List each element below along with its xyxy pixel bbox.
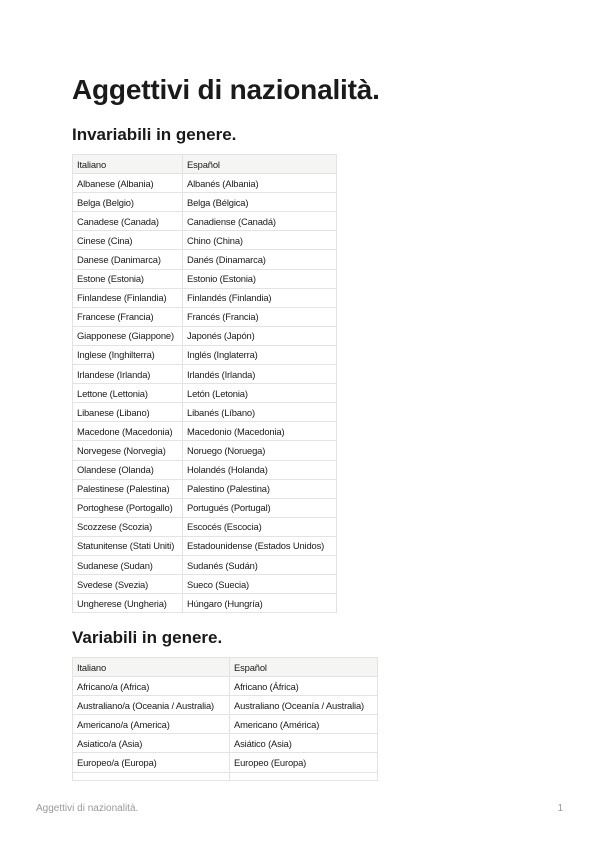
cell-italiano: Asiatico/a (Asia): [73, 734, 230, 753]
cell-espanol: Húngaro (Hungría): [183, 594, 337, 613]
table-row: [73, 193, 337, 212]
table-header-row: [73, 658, 378, 677]
cell-italiano: Macedone (Macedonia): [73, 422, 183, 441]
table-row: [73, 384, 337, 403]
table-row: [73, 269, 337, 288]
invariable-adjectives-table: [72, 154, 337, 613]
cell-espanol: Canadiense (Canadá): [183, 212, 337, 231]
cell-espanol: Noruego (Noruega): [183, 441, 337, 460]
table-row: [73, 174, 337, 193]
cell-italiano: Canadese (Canada): [73, 212, 183, 231]
cell-italiano: Europeo/a (Europa): [73, 753, 230, 772]
table-row: [73, 326, 337, 345]
cell-espanol: Danés (Dinamarca): [183, 250, 337, 269]
table-row: [73, 403, 337, 422]
column-header-italiano: Italiano: [73, 155, 183, 174]
cell-italiano: Irlandese (Irlanda): [73, 365, 183, 384]
table-row: [73, 536, 337, 555]
cell-espanol: Finlandés (Finlandia): [183, 288, 337, 307]
section-heading-variable: Variabili in genere.: [72, 628, 223, 647]
footer-title: Aggettivi di nazionalità.: [36, 803, 139, 814]
cell-espanol: Japonés (Japón): [183, 326, 337, 345]
table-row: [73, 212, 337, 231]
table-row: [73, 441, 337, 460]
table-row: [73, 677, 378, 696]
cell-espanol: Americano (América): [230, 715, 378, 734]
cell-espanol: Letón (Letonia): [183, 384, 337, 403]
cell-espanol: Sudanés (Sudán): [183, 555, 337, 574]
page-number: 1: [557, 803, 563, 814]
cell-espanol: Francés (Francia): [183, 307, 337, 326]
table-row: [73, 307, 337, 326]
cell-espanol: Inglés (Inglaterra): [183, 345, 337, 364]
cell-italiano: Francese (Francia): [73, 307, 183, 326]
table-row: [73, 555, 337, 574]
cell-italiano: Finlandese (Finlandia): [73, 288, 183, 307]
table-row: [73, 365, 337, 384]
table-row: [73, 345, 337, 364]
cell-italiano: Africano/a (Africa): [73, 677, 230, 696]
cell-espanol: Irlandés (Irlanda): [183, 365, 337, 384]
cell-espanol: Asiático (Asia): [230, 734, 378, 753]
table-row: [73, 288, 337, 307]
cell-espanol: Holandés (Holanda): [183, 460, 337, 479]
cell-italiano: Estone (Estonia): [73, 269, 183, 288]
cell-espanol: Estonio (Estonia): [183, 269, 337, 288]
cell-italiano: Portoghese (Portogallo): [73, 498, 183, 517]
cell-italiano: Norvegese (Norvegia): [73, 441, 183, 460]
column-header-espanol: Español: [183, 155, 337, 174]
cell-italiano: Inglese (Inghilterra): [73, 345, 183, 364]
table-row: [73, 575, 337, 594]
cell-italiano: Libanese (Libano): [73, 403, 183, 422]
table-row: [73, 498, 337, 517]
table-row: [73, 517, 337, 536]
column-header-italiano: Italiano: [73, 658, 230, 677]
table-row: [73, 250, 337, 269]
cell-italiano: Palestinese (Palestina): [73, 479, 183, 498]
cell-italiano: Ungherese (Ungheria): [73, 594, 183, 613]
table-row: [73, 696, 378, 715]
table-row: [73, 715, 378, 734]
cell-espanol: Belga (Bélgica): [183, 193, 337, 212]
cell-espanol: Europeo (Europa): [230, 753, 378, 772]
cell-italiano: Americano/a (America): [73, 715, 230, 734]
cell-italiano: Lettone (Lettonia): [73, 384, 183, 403]
cell-italiano: Belga (Belgio): [73, 193, 183, 212]
empty-cell: [73, 772, 230, 780]
cell-italiano: Statunitense (Stati Uniti): [73, 536, 183, 555]
table-row: [73, 479, 337, 498]
cell-espanol: Albanés (Albania): [183, 174, 337, 193]
cell-espanol: Portugués (Portugal): [183, 498, 337, 517]
empty-table-row: [73, 772, 378, 780]
cell-italiano: Albanese (Albania): [73, 174, 183, 193]
cell-espanol: Escocés (Escocia): [183, 517, 337, 536]
cell-italiano: Australiano/a (Oceania / Australia): [73, 696, 230, 715]
cell-espanol: Macedonio (Macedonia): [183, 422, 337, 441]
cell-italiano: Danese (Danimarca): [73, 250, 183, 269]
column-header-espanol: Español: [230, 658, 378, 677]
invariable-table-body: [73, 174, 337, 613]
cell-espanol: Australiano (Oceanía / Australia): [230, 696, 378, 715]
cell-italiano: Svedese (Svezia): [73, 575, 183, 594]
cell-italiano: Cinese (Cina): [73, 231, 183, 250]
cell-espanol: Africano (África): [230, 677, 378, 696]
table-row: [73, 422, 337, 441]
table-row: [73, 460, 337, 479]
table-header-row: [73, 155, 337, 174]
page-title: Aggettivi di nazionalità.: [72, 74, 380, 105]
cell-italiano: Giapponese (Giappone): [73, 326, 183, 345]
table-row: [73, 231, 337, 250]
table-row: [73, 753, 378, 772]
cell-italiano: Sudanese (Sudan): [73, 555, 183, 574]
variable-adjectives-table: [72, 657, 378, 781]
empty-cell: [230, 772, 378, 780]
cell-espanol: Libanés (Líbano): [183, 403, 337, 422]
cell-espanol: Sueco (Suecia): [183, 575, 337, 594]
cell-italiano: Olandese (Olanda): [73, 460, 183, 479]
cell-espanol: Palestino (Palestina): [183, 479, 337, 498]
cell-espanol: Estadounidense (Estados Unidos): [183, 536, 337, 555]
table-row: [73, 734, 378, 753]
variable-table-body: [73, 677, 378, 780]
section-heading-invariable: Invariabili in genere.: [72, 125, 237, 144]
table-row: [73, 594, 337, 613]
cell-italiano: Scozzese (Scozia): [73, 517, 183, 536]
cell-espanol: Chino (China): [183, 231, 337, 250]
